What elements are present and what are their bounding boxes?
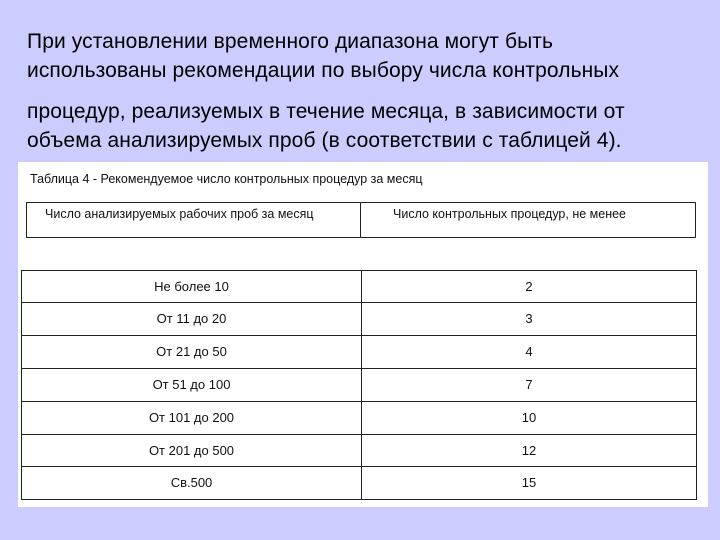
- procedures-cell: 12: [521, 443, 537, 458]
- table-row: [22, 302, 696, 334]
- intro-line: процедур, реализуемых в течение месяца, в зависимости от: [27, 100, 625, 123]
- paragraph-gap: [27, 85, 717, 97]
- samples-cell: От 101 до 200: [148, 410, 235, 425]
- samples-cell: От 201 до 500: [148, 443, 235, 458]
- samples-cell: От 11 до 20: [156, 311, 227, 326]
- table-row: [22, 270, 696, 302]
- table-caption: Таблица 4 - Рекомендуемое число контрольных процедур за месяц: [30, 172, 423, 186]
- table-image: [18, 162, 708, 507]
- procedures-cell: 7: [525, 377, 533, 392]
- intro-line: объема анализируемых проб (в соответствии с таблицей 4).: [27, 129, 622, 152]
- header-procedures: Число контрольных процедур, не менее: [393, 207, 627, 221]
- table-row: [22, 335, 696, 367]
- table-row: [22, 368, 696, 400]
- table-header: [26, 202, 696, 238]
- procedures-cell: 10: [521, 410, 537, 425]
- intro-line: При установлении временного диапазона могут быть: [27, 30, 554, 53]
- samples-cell: Не более 10: [154, 279, 229, 294]
- procedures-cell: 15: [521, 475, 537, 490]
- procedures-cell: 3: [525, 311, 533, 326]
- table-row: [22, 434, 696, 466]
- column-divider: [360, 203, 361, 237]
- header-samples: Число анализируемых рабочих проб за месяц: [45, 207, 314, 221]
- intro-line: использованы рекомендации по выбору числа контрольных: [27, 59, 620, 82]
- samples-cell: От 21 до 50: [156, 344, 227, 359]
- samples-cell: Св.500: [170, 475, 213, 490]
- table-body: [21, 270, 697, 500]
- table-row: [22, 401, 696, 433]
- procedures-cell: 4: [525, 344, 533, 359]
- samples-cell: От 51 до 100: [152, 377, 231, 392]
- intro-paragraph: [27, 27, 717, 155]
- table-row: [22, 466, 696, 498]
- procedures-cell: 2: [525, 279, 533, 294]
